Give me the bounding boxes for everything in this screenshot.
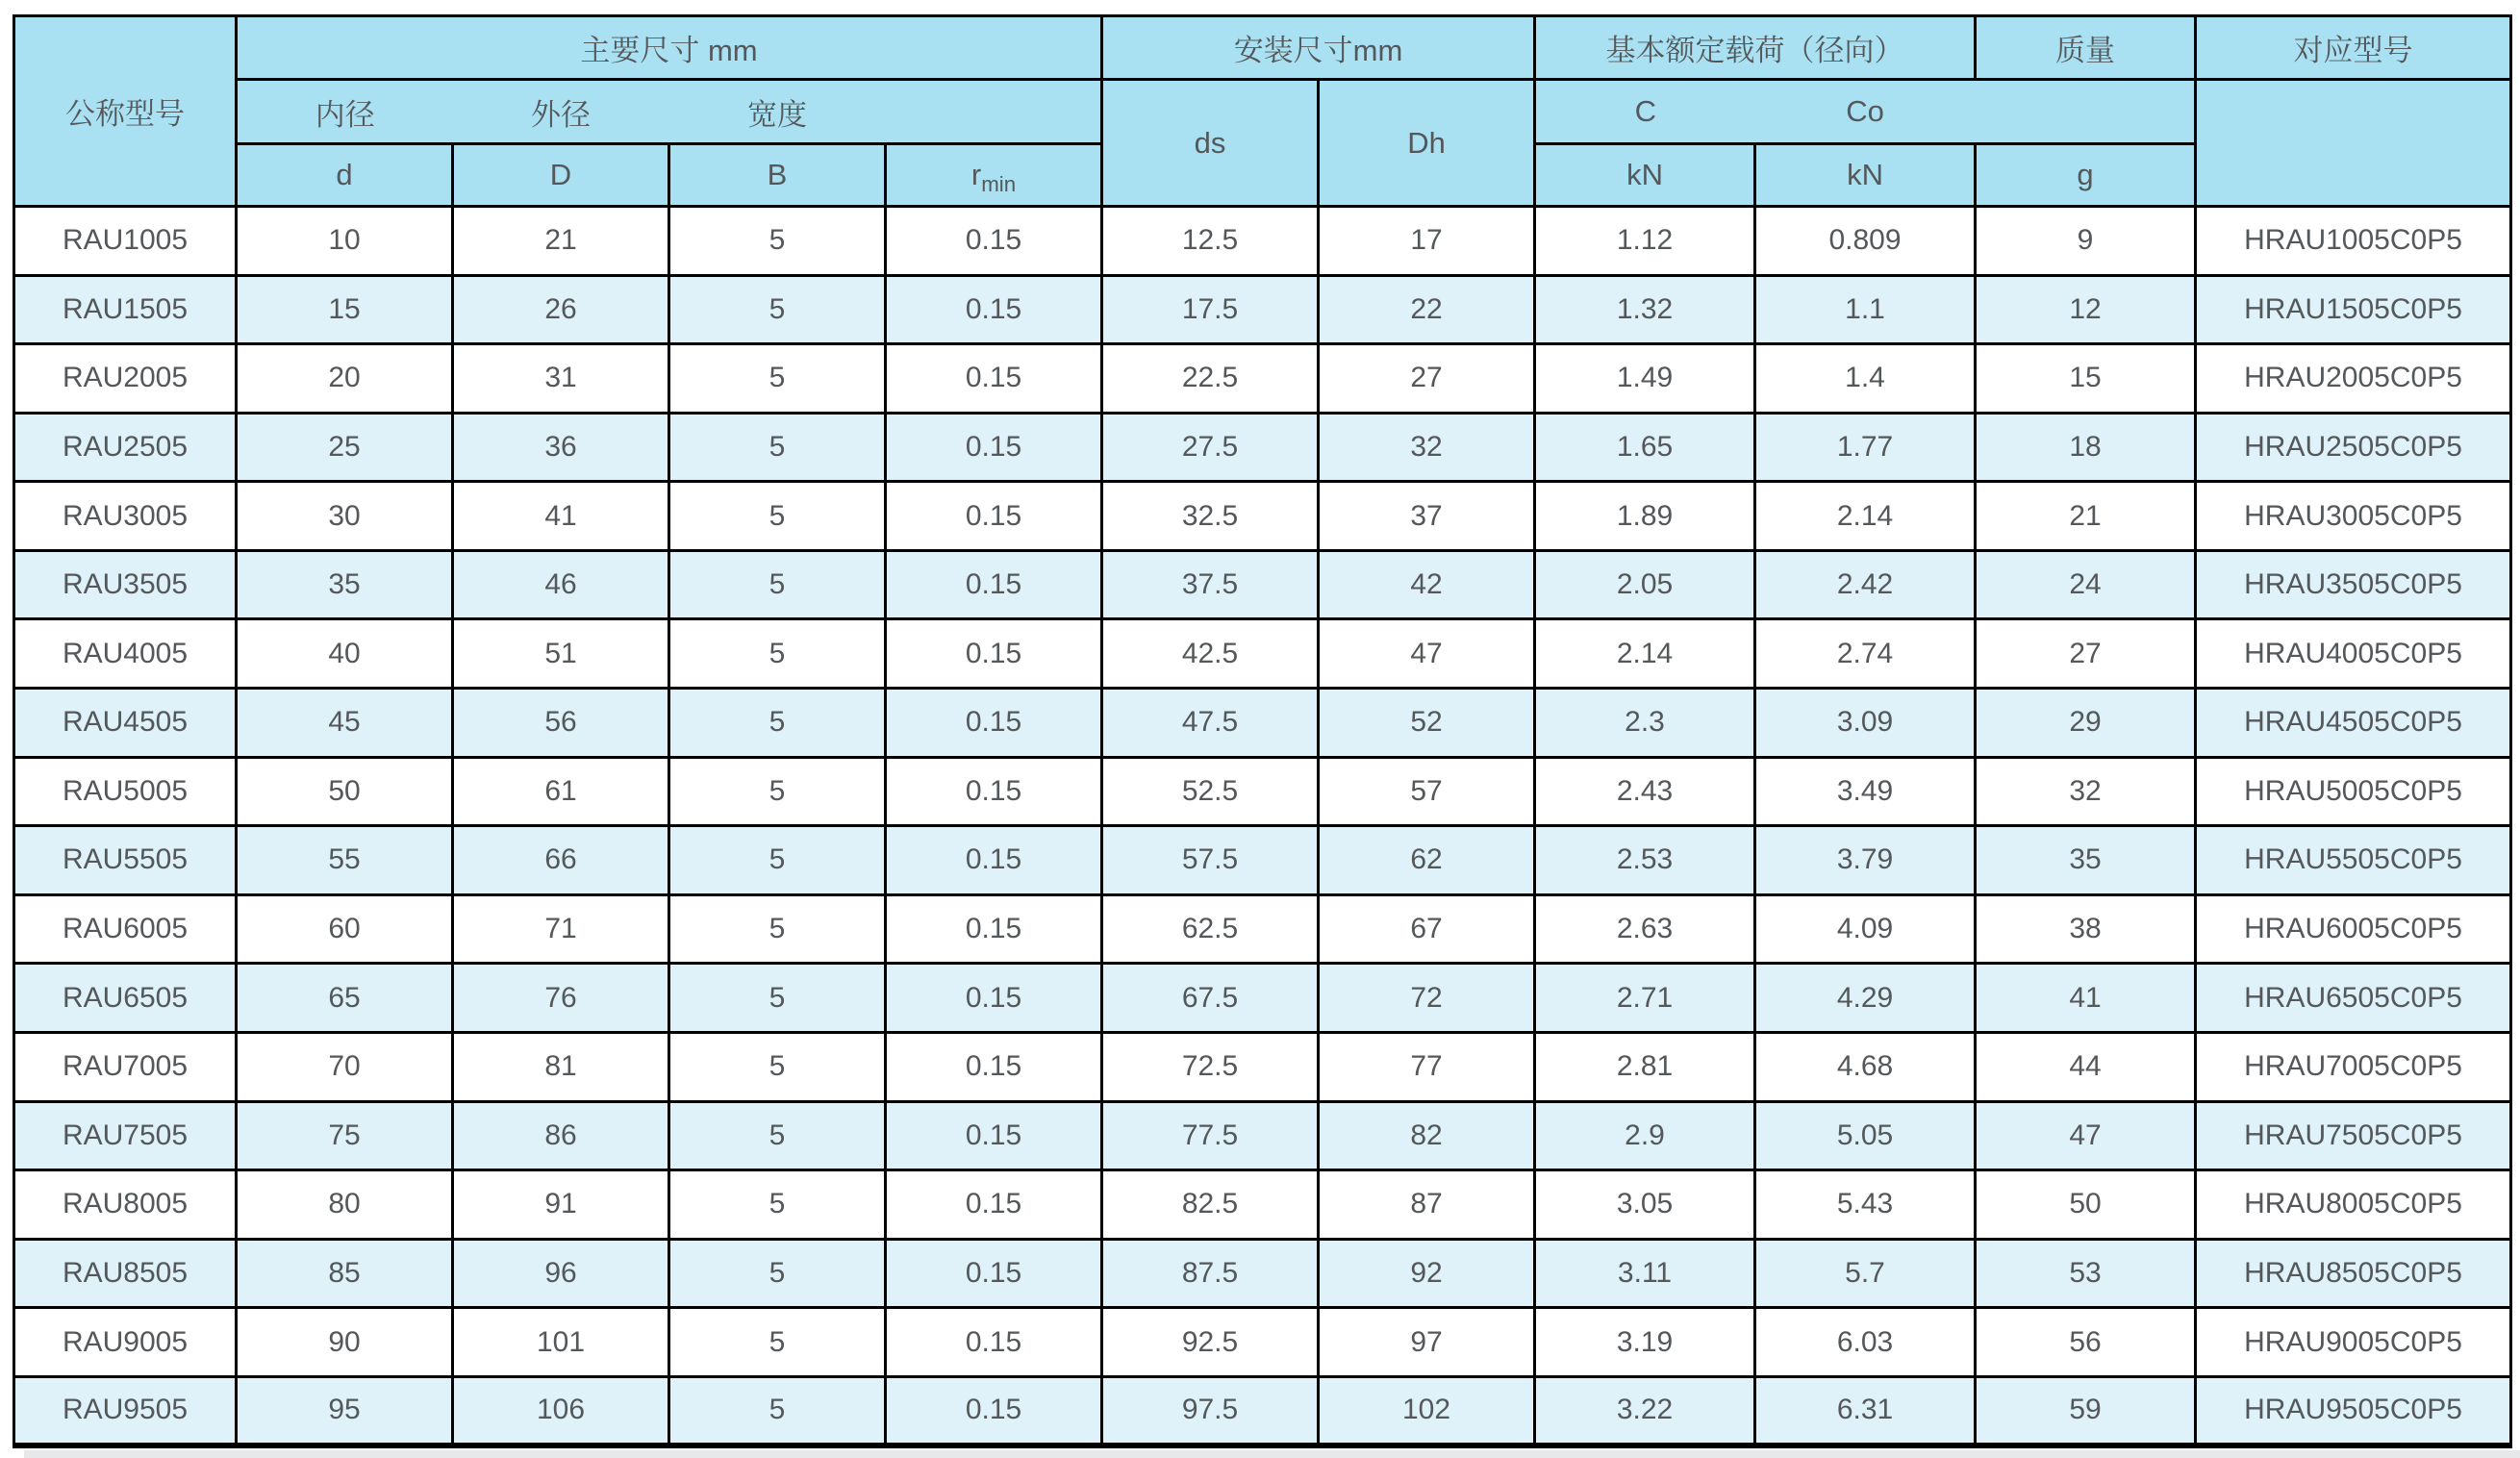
cell-ds: 77.5 <box>1102 1101 1319 1170</box>
table-row <box>14 207 2511 276</box>
cell-model: RAU3505 <box>14 550 237 619</box>
cell-C_kN: 2.05 <box>1535 550 1755 619</box>
cell-d: 90 <box>237 1308 453 1377</box>
cell-C_kN: 1.32 <box>1535 275 1755 344</box>
cell-r_min: 0.15 <box>886 207 1102 276</box>
cell-d: 50 <box>237 757 453 826</box>
cell-d: 25 <box>237 413 453 482</box>
cell-B: 5 <box>669 619 886 689</box>
cell-D: 96 <box>453 1239 669 1308</box>
cell-Co_kN: 4.68 <box>1755 1032 1976 1101</box>
bearing-spec-table <box>13 14 2512 1448</box>
cell-ds: 97.5 <box>1102 1376 1319 1445</box>
table-row <box>14 826 2511 895</box>
cell-Co_kN: 2.42 <box>1755 550 1976 619</box>
table-row <box>14 550 2511 619</box>
cell-B: 5 <box>669 689 886 758</box>
cell-ds: 12.5 <box>1102 207 1319 276</box>
header-nominal-model: 公称型号 <box>14 16 237 207</box>
cell-d: 40 <box>237 619 453 689</box>
header-Co: Co <box>1755 80 1976 144</box>
cell-Dh: 82 <box>1319 1101 1535 1170</box>
cell-Co_kN: 0.809 <box>1755 207 1976 276</box>
table-row <box>14 1170 2511 1240</box>
table-row <box>14 964 2511 1033</box>
cell-ds: 82.5 <box>1102 1170 1319 1240</box>
cell-model: RAU4505 <box>14 689 237 758</box>
cell-Dh: 97 <box>1319 1308 1535 1377</box>
cell-mass_g: 9 <box>1976 207 2196 276</box>
header-basic-load-rating: 基本额定载荷（径向） <box>1535 16 1976 80</box>
cell-Co_kN: 5.43 <box>1755 1170 1976 1240</box>
cell-ds: 57.5 <box>1102 826 1319 895</box>
cell-ds: 17.5 <box>1102 275 1319 344</box>
cell-mass_g: 53 <box>1976 1239 2196 1308</box>
table-header <box>14 16 2511 207</box>
cell-model: RAU2505 <box>14 413 237 482</box>
cell-Dh: 47 <box>1319 619 1535 689</box>
header-mass: 质量 <box>1976 16 2196 80</box>
cell-D: 26 <box>453 275 669 344</box>
cell-ref_model: HRAU3005C0P5 <box>2196 482 2511 551</box>
header-main-dimensions: 主要尺寸 mm <box>237 16 1102 80</box>
cell-ds: 37.5 <box>1102 550 1319 619</box>
cell-B: 5 <box>669 482 886 551</box>
cell-C_kN: 1.12 <box>1535 207 1755 276</box>
cell-Dh: 92 <box>1319 1239 1535 1308</box>
cell-C_kN: 3.05 <box>1535 1170 1755 1240</box>
cell-D: 76 <box>453 964 669 1033</box>
header-inner-diameter: 内径 <box>237 80 453 144</box>
cell-model: RAU1505 <box>14 275 237 344</box>
cell-Co_kN: 3.09 <box>1755 689 1976 758</box>
cell-B: 5 <box>669 1239 886 1308</box>
cell-D: 91 <box>453 1170 669 1240</box>
cell-mass_g: 18 <box>1976 413 2196 482</box>
cell-ref_model: HRAU9505C0P5 <box>2196 1376 2511 1445</box>
table-body <box>14 207 2511 1446</box>
cell-D: 21 <box>453 207 669 276</box>
cell-r_min: 0.15 <box>886 964 1102 1033</box>
cell-r_min: 0.15 <box>886 689 1102 758</box>
cell-B: 5 <box>669 275 886 344</box>
table-row <box>14 482 2511 551</box>
cell-ref_model: HRAU6005C0P5 <box>2196 894 2511 964</box>
cell-ref_model: HRAU5005C0P5 <box>2196 757 2511 826</box>
cell-d: 65 <box>237 964 453 1033</box>
cell-r_min: 0.15 <box>886 757 1102 826</box>
cell-model: RAU9005 <box>14 1308 237 1377</box>
cell-d: 80 <box>237 1170 453 1240</box>
cell-Co_kN: 1.77 <box>1755 413 1976 482</box>
header-B: B <box>669 144 886 207</box>
cell-C_kN: 2.14 <box>1535 619 1755 689</box>
cell-d: 70 <box>237 1032 453 1101</box>
header-kN-Co: kN <box>1755 144 1976 207</box>
cell-mass_g: 32 <box>1976 757 2196 826</box>
cell-mass_g: 35 <box>1976 826 2196 895</box>
table-row <box>14 413 2511 482</box>
cell-Dh: 72 <box>1319 964 1535 1033</box>
cell-model: RAU3005 <box>14 482 237 551</box>
cell-d: 75 <box>237 1101 453 1170</box>
cell-Co_kN: 5.7 <box>1755 1239 1976 1308</box>
cell-r_min: 0.15 <box>886 1376 1102 1445</box>
cell-D: 36 <box>453 413 669 482</box>
cell-ref_model: HRAU5505C0P5 <box>2196 826 2511 895</box>
table-row <box>14 344 2511 414</box>
cell-d: 15 <box>237 275 453 344</box>
cell-d: 85 <box>237 1239 453 1308</box>
header-width: 宽度 <box>669 80 886 144</box>
cell-model: RAU8005 <box>14 1170 237 1240</box>
cell-d: 30 <box>237 482 453 551</box>
cell-D: 51 <box>453 619 669 689</box>
cell-ds: 87.5 <box>1102 1239 1319 1308</box>
cell-B: 5 <box>669 550 886 619</box>
cell-r_min: 0.15 <box>886 619 1102 689</box>
header-ref-model-spacer <box>2196 80 2511 207</box>
cell-D: 46 <box>453 550 669 619</box>
cell-r_min: 0.15 <box>886 275 1102 344</box>
cell-B: 5 <box>669 344 886 414</box>
cell-ref_model: HRAU1505C0P5 <box>2196 275 2511 344</box>
cell-C_kN: 2.9 <box>1535 1101 1755 1170</box>
cell-Dh: 57 <box>1319 757 1535 826</box>
cell-d: 45 <box>237 689 453 758</box>
cell-ref_model: HRAU6505C0P5 <box>2196 964 2511 1033</box>
cell-Dh: 87 <box>1319 1170 1535 1240</box>
cell-B: 5 <box>669 413 886 482</box>
header-C: C <box>1535 80 1755 144</box>
cell-r_min: 0.15 <box>886 826 1102 895</box>
cell-r_min: 0.15 <box>886 1239 1102 1308</box>
cell-model: RAU5505 <box>14 826 237 895</box>
cell-ds: 22.5 <box>1102 344 1319 414</box>
cell-r_min: 0.15 <box>886 1308 1102 1377</box>
header-row-2 <box>14 80 2511 144</box>
cell-d: 20 <box>237 344 453 414</box>
cell-Co_kN: 1.4 <box>1755 344 1976 414</box>
cell-model: RAU8505 <box>14 1239 237 1308</box>
cell-Co_kN: 2.14 <box>1755 482 1976 551</box>
cell-ref_model: HRAU8505C0P5 <box>2196 1239 2511 1308</box>
header-row-1 <box>14 16 2511 80</box>
cell-Co_kN: 6.03 <box>1755 1308 1976 1377</box>
cell-Co_kN: 3.79 <box>1755 826 1976 895</box>
cell-d: 35 <box>237 550 453 619</box>
table-row <box>14 757 2511 826</box>
cell-mass_g: 47 <box>1976 1101 2196 1170</box>
header-D: D <box>453 144 669 207</box>
header-outer-diameter: 外径 <box>453 80 669 144</box>
table-row <box>14 1376 2511 1445</box>
cell-r_min: 0.15 <box>886 344 1102 414</box>
cell-ds: 92.5 <box>1102 1308 1319 1377</box>
cell-Dh: 32 <box>1319 413 1535 482</box>
table-row <box>14 275 2511 344</box>
cell-B: 5 <box>669 1308 886 1377</box>
cell-r_min: 0.15 <box>886 413 1102 482</box>
cell-mass_g: 59 <box>1976 1376 2196 1445</box>
cell-D: 101 <box>453 1308 669 1377</box>
table-row <box>14 1308 2511 1377</box>
cell-ref_model: HRAU7005C0P5 <box>2196 1032 2511 1101</box>
header-Dh: Dh <box>1319 80 1535 207</box>
header-kN-C: kN <box>1535 144 1755 207</box>
cell-B: 5 <box>669 894 886 964</box>
cell-mass_g: 44 <box>1976 1032 2196 1101</box>
page-bottom-strip <box>24 1450 2520 1458</box>
cell-mass_g: 27 <box>1976 619 2196 689</box>
cell-r_min: 0.15 <box>886 1170 1102 1240</box>
cell-B: 5 <box>669 757 886 826</box>
cell-B: 5 <box>669 1032 886 1101</box>
cell-Co_kN: 2.74 <box>1755 619 1976 689</box>
cell-Co_kN: 5.05 <box>1755 1101 1976 1170</box>
cell-r_min: 0.15 <box>886 1101 1102 1170</box>
cell-C_kN: 3.11 <box>1535 1239 1755 1308</box>
header-ds: ds <box>1102 80 1319 207</box>
header-main-dims-spacer <box>886 80 1102 144</box>
cell-model: RAU7005 <box>14 1032 237 1101</box>
cell-B: 5 <box>669 964 886 1033</box>
table-row <box>14 1101 2511 1170</box>
cell-Dh: 17 <box>1319 207 1535 276</box>
header-r-min <box>886 144 1102 207</box>
cell-ref_model: HRAU3505C0P5 <box>2196 550 2511 619</box>
cell-model: RAU7505 <box>14 1101 237 1170</box>
cell-mass_g: 15 <box>1976 344 2196 414</box>
cell-ds: 27.5 <box>1102 413 1319 482</box>
table-row <box>14 894 2511 964</box>
cell-C_kN: 2.71 <box>1535 964 1755 1033</box>
cell-ref_model: HRAU1005C0P5 <box>2196 207 2511 276</box>
cell-r_min: 0.15 <box>886 894 1102 964</box>
cell-C_kN: 3.19 <box>1535 1308 1755 1377</box>
header-mounting-dimensions: 安装尺寸mm <box>1102 16 1535 80</box>
cell-C_kN: 1.49 <box>1535 344 1755 414</box>
cell-ds: 72.5 <box>1102 1032 1319 1101</box>
cell-Dh: 77 <box>1319 1032 1535 1101</box>
cell-C_kN: 1.65 <box>1535 413 1755 482</box>
cell-Co_kN: 1.1 <box>1755 275 1976 344</box>
cell-Co_kN: 4.29 <box>1755 964 1976 1033</box>
cell-B: 5 <box>669 826 886 895</box>
cell-Dh: 42 <box>1319 550 1535 619</box>
cell-model: RAU2005 <box>14 344 237 414</box>
cell-ds: 62.5 <box>1102 894 1319 964</box>
cell-d: 55 <box>237 826 453 895</box>
cell-D: 66 <box>453 826 669 895</box>
cell-Dh: 37 <box>1319 482 1535 551</box>
cell-ds: 52.5 <box>1102 757 1319 826</box>
cell-ref_model: HRAU9005C0P5 <box>2196 1308 2511 1377</box>
cell-ref_model: HRAU4005C0P5 <box>2196 619 2511 689</box>
cell-mass_g: 56 <box>1976 1308 2196 1377</box>
cell-model: RAU5005 <box>14 757 237 826</box>
cell-C_kN: 1.89 <box>1535 482 1755 551</box>
cell-Co_kN: 3.49 <box>1755 757 1976 826</box>
header-load-spacer <box>1976 80 2196 144</box>
table-row <box>14 689 2511 758</box>
table-row <box>14 1032 2511 1101</box>
cell-D: 61 <box>453 757 669 826</box>
cell-D: 86 <box>453 1101 669 1170</box>
cell-ref_model: HRAU2005C0P5 <box>2196 344 2511 414</box>
cell-model: RAU1005 <box>14 207 237 276</box>
cell-Dh: 62 <box>1319 826 1535 895</box>
cell-d: 60 <box>237 894 453 964</box>
cell-D: 41 <box>453 482 669 551</box>
cell-D: 56 <box>453 689 669 758</box>
cell-mass_g: 21 <box>1976 482 2196 551</box>
cell-D: 71 <box>453 894 669 964</box>
cell-D: 106 <box>453 1376 669 1445</box>
cell-d: 10 <box>237 207 453 276</box>
header-ref-model: 对应型号 <box>2196 16 2511 80</box>
r-min-subscript: min <box>981 172 1017 197</box>
cell-mass_g: 24 <box>1976 550 2196 619</box>
cell-C_kN: 2.81 <box>1535 1032 1755 1101</box>
cell-model: RAU9505 <box>14 1376 237 1445</box>
cell-r_min: 0.15 <box>886 482 1102 551</box>
cell-C_kN: 3.22 <box>1535 1376 1755 1445</box>
cell-C_kN: 2.43 <box>1535 757 1755 826</box>
cell-D: 31 <box>453 344 669 414</box>
header-d: d <box>237 144 453 207</box>
cell-mass_g: 41 <box>1976 964 2196 1033</box>
cell-B: 5 <box>669 207 886 276</box>
cell-D: 81 <box>453 1032 669 1101</box>
cell-r_min: 0.15 <box>886 550 1102 619</box>
cell-C_kN: 2.3 <box>1535 689 1755 758</box>
cell-Dh: 27 <box>1319 344 1535 414</box>
cell-Co_kN: 6.31 <box>1755 1376 1976 1445</box>
cell-Dh: 52 <box>1319 689 1535 758</box>
cell-model: RAU4005 <box>14 619 237 689</box>
cell-mass_g: 29 <box>1976 689 2196 758</box>
cell-Dh: 22 <box>1319 275 1535 344</box>
cell-Co_kN: 4.09 <box>1755 894 1976 964</box>
cell-mass_g: 50 <box>1976 1170 2196 1240</box>
cell-C_kN: 2.63 <box>1535 894 1755 964</box>
cell-d: 95 <box>237 1376 453 1445</box>
cell-r_min: 0.15 <box>886 1032 1102 1101</box>
cell-B: 5 <box>669 1376 886 1445</box>
cell-Dh: 102 <box>1319 1376 1535 1445</box>
cell-ds: 47.5 <box>1102 689 1319 758</box>
cell-ds: 67.5 <box>1102 964 1319 1033</box>
cell-B: 5 <box>669 1170 886 1240</box>
cell-ref_model: HRAU2505C0P5 <box>2196 413 2511 482</box>
cell-ref_model: HRAU8005C0P5 <box>2196 1170 2511 1240</box>
cell-model: RAU6505 <box>14 964 237 1033</box>
header-g: g <box>1976 144 2196 207</box>
cell-C_kN: 2.53 <box>1535 826 1755 895</box>
cell-ds: 32.5 <box>1102 482 1319 551</box>
table-row <box>14 1239 2511 1308</box>
cell-Dh: 67 <box>1319 894 1535 964</box>
cell-mass_g: 38 <box>1976 894 2196 964</box>
r-symbol: r <box>970 158 982 191</box>
cell-ds: 42.5 <box>1102 619 1319 689</box>
cell-ref_model: HRAU7505C0P5 <box>2196 1101 2511 1170</box>
cell-mass_g: 12 <box>1976 275 2196 344</box>
cell-ref_model: HRAU4505C0P5 <box>2196 689 2511 758</box>
cell-model: RAU6005 <box>14 894 237 964</box>
table-row <box>14 619 2511 689</box>
cell-B: 5 <box>669 1101 886 1170</box>
